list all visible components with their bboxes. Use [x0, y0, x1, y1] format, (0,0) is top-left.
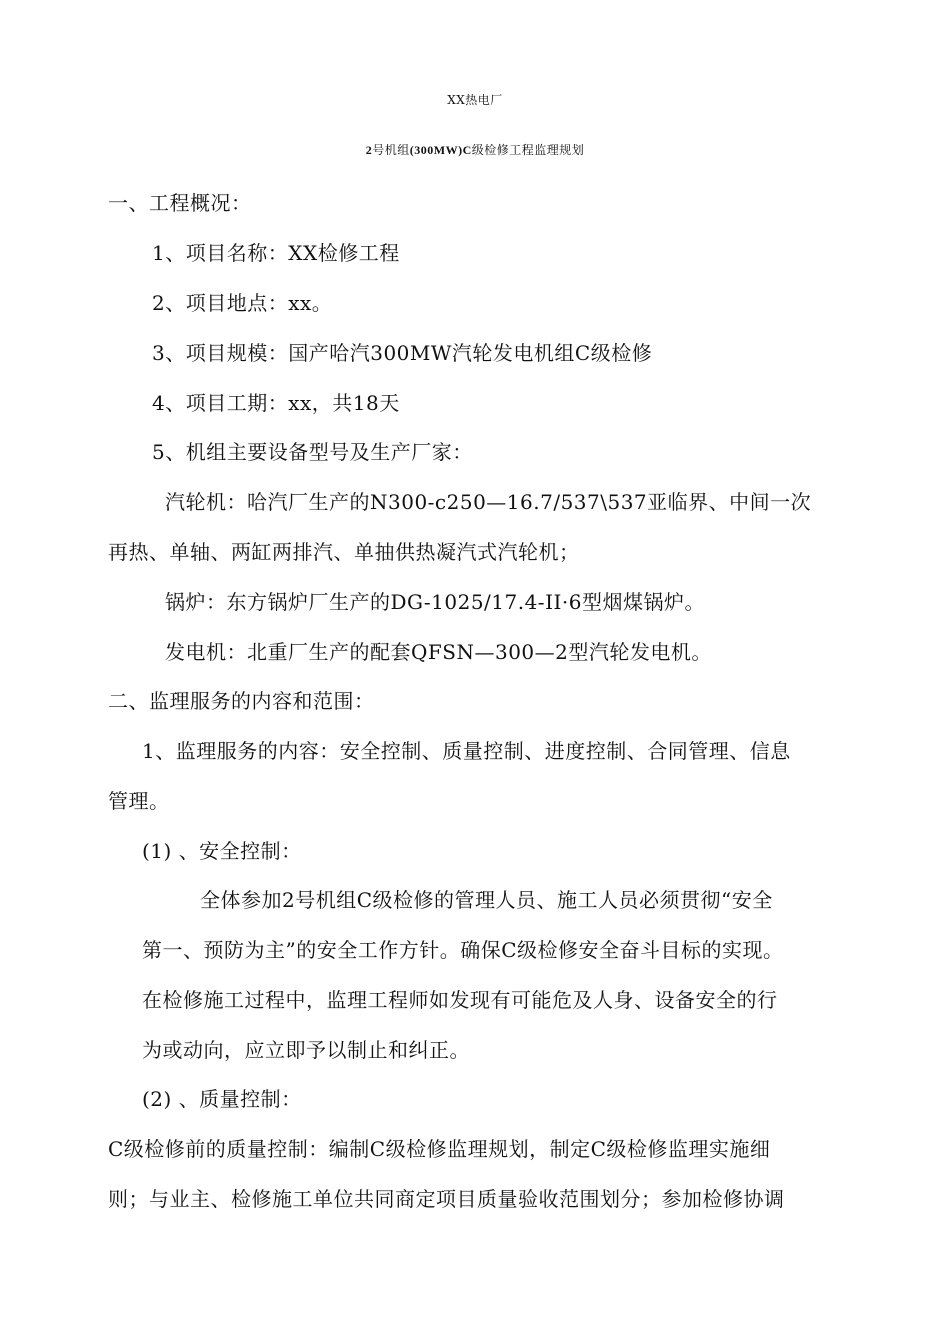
section1-heading: 一、工程概况：: [108, 191, 252, 215]
generator-line: 发电机：北重厂生产的配套QFSN—300—2型汽轮发电机。: [165, 640, 712, 664]
subtitle-suffix: 级检修工程监理规划: [471, 143, 585, 157]
safety-line-1: 全体参加2号机组C级检修的管理人员、施工人员必须贯彻“安全: [200, 888, 773, 912]
document-title: XX热电厂: [447, 93, 503, 107]
project-duration: 4、项目工期：xx，共18天: [152, 391, 400, 415]
safety-heading: (1) 、安全控制：: [142, 839, 302, 863]
section2-heading: 二、监理服务的内容和范围：: [108, 689, 375, 713]
subtitle-number: 2: [365, 143, 373, 157]
subtitle-main: 号机组: [372, 143, 410, 157]
safety-line-2: 第一、预防为主”的安全工作方针。确保C级检修安全奋斗目标的实现。: [142, 938, 784, 962]
project-name: 1、项目名称：XX检修工程: [152, 241, 400, 265]
boiler-line: 锅炉：东方锅炉厂生产的DG-1025/17.4-II·6型烟煤锅炉。: [165, 590, 705, 614]
safety-line-3: 在检修施工过程中，监理工程师如发现有可能危及人身、设备安全的行: [142, 988, 778, 1012]
quality-line-2: 则；与业主、检修施工单位共同商定项目质量验收范围划分；参加检修协调: [108, 1187, 785, 1211]
document-subtitle: [0, 137, 950, 163]
turbine-line-2: 再热、单轴、两缸两排汽、单抽供热凝汽式汽轮机；: [108, 540, 580, 564]
project-location: 2、项目地点：xx。: [152, 291, 333, 315]
project-scale: 3、项目规模：国产哈汽300MW汽轮发电机组C级检修: [152, 341, 653, 365]
quality-line-1: C级检修前的质量控制：编制C级检修监理规划，制定C级检修监理实施细: [108, 1137, 771, 1161]
quality-heading: (2) 、质量控制：: [142, 1087, 302, 1111]
turbine-line-1: 汽轮机：哈汽厂生产的N300-c250—16.7/537\537亚临界、中间一次: [165, 490, 812, 514]
equipment-heading: 5、机组主要设备型号及生产厂家：: [152, 440, 473, 464]
service-content-line-2: 管理。: [108, 789, 170, 813]
service-content-line-1: 1、监理服务的内容：安全控制、质量控制、进度控制、合同管理、信息: [142, 739, 791, 763]
safety-line-4: 为或动向，应立即予以制止和纠正。: [142, 1038, 470, 1062]
subtitle-bold: (300MW)C: [409, 143, 472, 157]
